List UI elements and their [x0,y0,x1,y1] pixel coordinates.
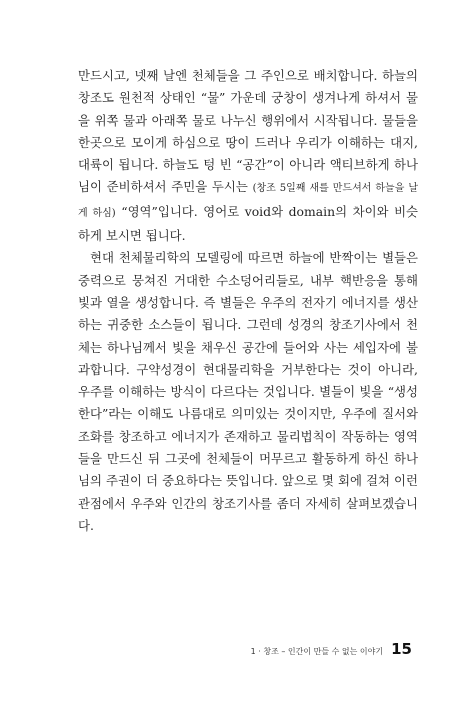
paragraph-1-text-a: 만드시고, 넷째 날엔 천체들을 그 주인으로 배치합니다. 하늘의 창조도 원천적 상태인 “물” 가운데 궁창이 생겨나게 하셔서 물을 위쪽 물과 아래쪽 물로 나누신 행위에서 시작됩니다. 물들을 한곳으로 모이게 하심으로 땅이 드러나 우리가 이해하는 대지, 대륙이 됩니다. 하늘도 텅 빈 “공간”이 아니라 액티브하게 하나님이 준비하셔서 주민을 두시는 [78,68,418,195]
page-number: 15 [391,640,412,658]
paragraph-1 [78,65,418,247]
paragraph-2: 현대 천체물리학의 모델링에 따르면 하늘에 반짝이는 별들은 중력으로 뭉쳐진 거대한 수소덩어리들로, 내부 핵반응을 통해 빛과 열을 생성합니다. 즉 별들은 우주의 전자기 에너지를 생산하는 귀중한 소스들이 됩니다. 그런데 성경의 창조기사에서 천체는 하나님께서 빛을 채우신 공간에 들어와 사는 세입자에 불과합니다. 구약성경이 현대물리학을 거부한다는 것이 아니라, 우주를 이해하는 방식이 다르다는 것입니다. 별들이 빛을 “생성한다”라는 이해도 나름대로 의미있는 것이지만, 우주에 질서와 조화를 창조하고 에너지가 존재하고 물리법칙이 작동하는 영역들을 만드신 뒤 그곳에 천체들이 머무르고 활동하게 하신 하나님의 주권이 더 중요하다는 뜻입니다. 앞으로 몇 회에 걸쳐 이런 관점에서 우주와 인간의 창조기사를 좀더 자세히 살펴보겠습니다. [78,250,418,533]
body-text [78,65,418,537]
running-title: 1 · 창조 – 인간이 만들 수 없는 이야기 [250,647,384,656]
paragraph-1-text-b: “영역”입니다. 영어로 void와 domain의 차이와 비슷하게 보시면 됩니다. [78,203,419,244]
page-footer [251,640,412,658]
paragraph-1-parenthetical: (창조 5일째 새를 만드셔서 하늘을 날게 하심) [78,183,418,219]
